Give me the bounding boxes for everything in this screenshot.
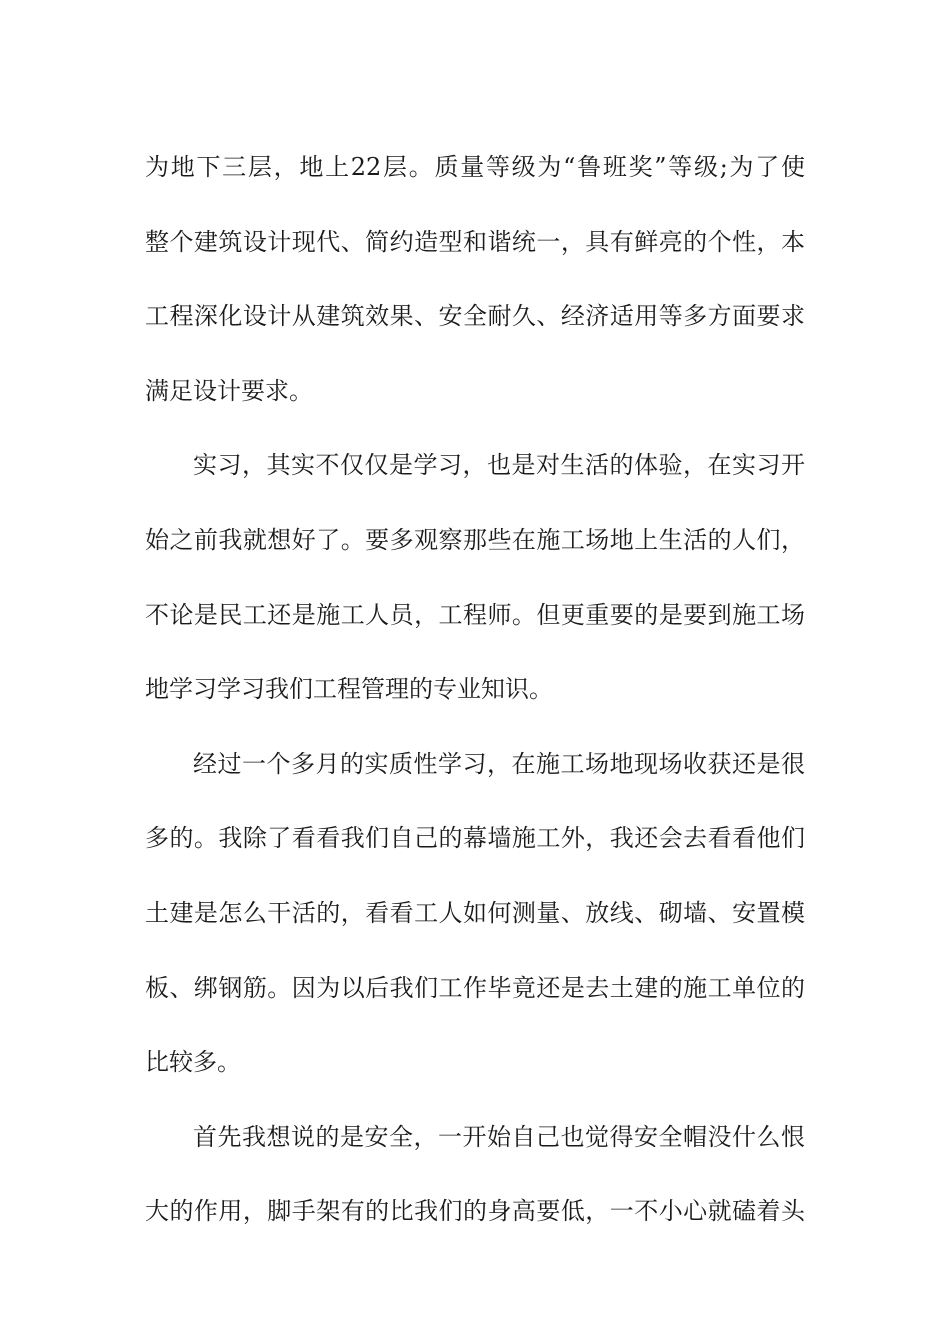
text-line: 经过一个多月的实质性学习，在施工场地现场收获还是很 bbox=[193, 749, 805, 778]
paragraph bbox=[145, 428, 805, 726]
paragraph bbox=[145, 1100, 805, 1249]
text-line: 始之前我就想好了。要多观察那些在施工场地上生活的人们， bbox=[145, 525, 805, 554]
text-line: 多的。我除了看看我们自己的幕墙施工外，我还会去看看他们 bbox=[145, 824, 805, 853]
text-line: 板、绑钢筋。因为以后我们工作毕竟还是去土建的施工单位的 bbox=[145, 973, 805, 1002]
paragraph bbox=[145, 727, 805, 1100]
text-line: 满足设计要求。 bbox=[145, 376, 313, 405]
text-line: 不论是民工还是施工人员，工程师。但更重要的是要到施工场 bbox=[145, 600, 805, 629]
text-line: 首先我想说的是安全，一开始自己也觉得安全帽没什么恨 bbox=[193, 1122, 805, 1151]
text-line: 为地下三层，地上22层。质量等级为“鲁班奖”等级;为了使 bbox=[145, 153, 805, 181]
text-line: 大的作用，脚手架有的比我们的身高要低，一不小心就磕着头 bbox=[145, 1197, 805, 1226]
text-line: 实习，其实不仅仅是学习，也是对生活的体验，在实习开 bbox=[193, 451, 805, 480]
text-line: 土建是怎么干活的，看看工人如何测量、放线、砌墙、安置模 bbox=[145, 898, 805, 927]
text-line: 地学习学习我们工程管理的专业知识。 bbox=[145, 675, 553, 704]
text-line: 工程深化设计从建筑效果、安全耐久、经济适用等多方面要求 bbox=[145, 302, 805, 331]
text-line: 比较多。 bbox=[145, 1048, 241, 1077]
text-line: 整个建筑设计现代、简约造型和谐统一，具有鲜亮的个性，本 bbox=[145, 227, 805, 256]
document-body bbox=[145, 130, 805, 1249]
paragraph bbox=[145, 130, 805, 428]
